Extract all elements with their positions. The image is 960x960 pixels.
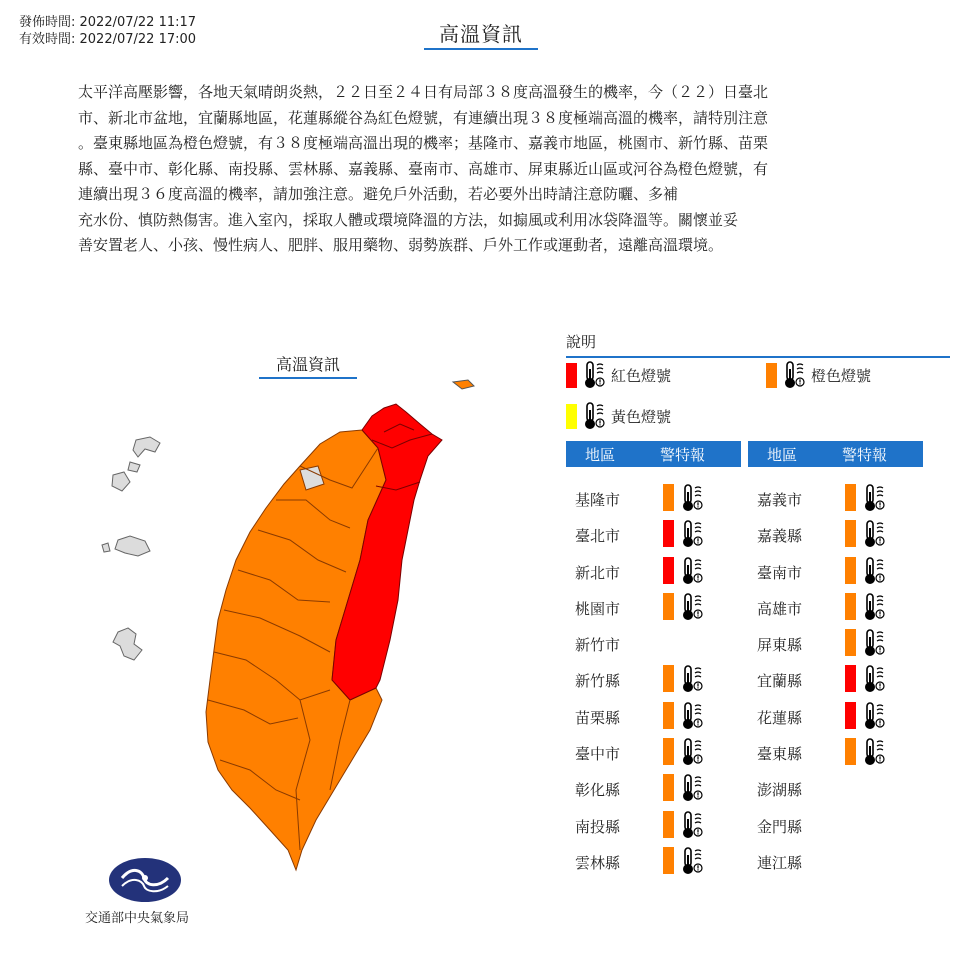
red-swatch <box>566 363 577 388</box>
table-header-right <box>748 441 923 467</box>
orange-swatch <box>845 629 856 656</box>
red-swatch <box>845 665 856 692</box>
orange-swatch <box>663 593 674 620</box>
thermometer-icon <box>681 664 705 694</box>
table-row <box>757 517 937 553</box>
orange-swatch <box>663 702 674 729</box>
table-right <box>757 481 937 880</box>
orange-swatch <box>663 738 674 765</box>
orange-swatch <box>845 738 856 765</box>
orange-swatch <box>663 847 674 874</box>
table-row <box>575 735 755 771</box>
table-row <box>575 662 755 698</box>
red-swatch <box>663 557 674 584</box>
orange-swatch <box>845 484 856 511</box>
region-name: 新竹縣 <box>575 672 621 691</box>
thermometer-icon <box>863 483 887 513</box>
region-name: 臺北市 <box>575 527 621 546</box>
region-name: 基隆市 <box>575 491 621 509</box>
thermometer-icon <box>681 483 705 513</box>
thermometer-icon <box>863 628 887 658</box>
region-name: 金門縣 <box>757 817 803 836</box>
col-warning-header: 警特報 <box>660 445 706 464</box>
thermometer-icon <box>681 556 705 586</box>
col-warning-header: 警特報 <box>842 445 888 464</box>
thermometer-icon <box>863 664 887 694</box>
table-row <box>757 808 937 844</box>
table-row <box>757 626 937 662</box>
col-region-header: 地區 <box>767 445 798 464</box>
table-row <box>575 590 755 626</box>
orange-swatch <box>845 557 856 584</box>
island-shape <box>113 628 142 660</box>
thermometer-icon <box>863 737 887 767</box>
region-name: 臺中市 <box>575 745 621 764</box>
legend-orange-label: 橙色燈號 <box>811 366 872 385</box>
thermometer-icon <box>681 737 705 767</box>
region-name: 嘉義市 <box>757 491 803 509</box>
turtle-island <box>453 380 474 389</box>
table-row <box>575 517 755 553</box>
island-shape <box>128 462 140 472</box>
description-line: 連續出現３６度高溫的機率，請加強注意。避免戶外活動，若必要外出時請注意防曬、多補 <box>78 185 679 203</box>
valid-time: 有效時間: 2022/07/22 17:00 <box>19 32 197 47</box>
col-region-header: 地區 <box>585 445 616 464</box>
description-line: 善安置老人、小孩、慢性病人、肥胖、服用藥物、弱勢族群、戶外工作或運動者，遠離高溫環境。 <box>78 236 724 254</box>
legend-red-label: 紅色燈號 <box>611 366 672 385</box>
taiwan-map <box>0 360 560 920</box>
table-row <box>575 808 755 844</box>
thermometer-icon <box>863 701 887 731</box>
legend-title: 說明 <box>566 331 950 358</box>
orange-swatch <box>845 520 856 547</box>
table-row <box>575 481 755 517</box>
legend-red <box>566 360 671 390</box>
thermometer-icon <box>681 846 705 876</box>
table-row <box>575 626 755 662</box>
issue-time: 發佈時間: 2022/07/22 11:17 <box>19 15 197 30</box>
island-shape <box>115 536 150 556</box>
thermometer-icon <box>681 519 705 549</box>
table-row <box>757 844 937 880</box>
orange-swatch <box>663 484 674 511</box>
table-row <box>575 699 755 735</box>
thermometer-icon <box>863 592 887 622</box>
region-name: 臺東縣 <box>757 745 803 764</box>
table-row <box>757 771 937 807</box>
region-name: 屏東縣 <box>757 636 803 655</box>
yellow-swatch <box>566 404 577 429</box>
description <box>78 80 878 259</box>
description-line: 縣、臺中市、彰化縣、南投縣、雲林縣、嘉義縣、臺南市、高雄市、屏東縣近山區或河谷為橙色燈號，有 <box>78 159 769 178</box>
thermometer-icon <box>681 810 705 840</box>
region-name: 新竹市 <box>575 636 621 655</box>
thermometer-icon <box>863 556 887 586</box>
description-line: 太平洋高壓影響，各地天氣晴朗炎熱，２２日至２４日有局部３８度高溫發生的機率，今（２２）日臺北 <box>78 83 769 101</box>
thermometer-icon <box>681 773 705 803</box>
legend-yellow <box>566 401 671 431</box>
table-row <box>757 481 937 517</box>
region-name: 澎湖縣 <box>757 781 803 800</box>
region-name: 臺南市 <box>757 563 803 582</box>
orange-swatch <box>663 774 674 801</box>
region-name: 嘉義縣 <box>757 527 803 546</box>
region-name: 苗栗縣 <box>575 708 621 727</box>
region-name: 高雄市 <box>757 599 803 618</box>
thermometer-icon <box>583 401 607 431</box>
map-title: 高溫資訊 <box>259 352 357 379</box>
issue-info <box>19 14 196 48</box>
orange-swatch <box>766 363 777 388</box>
description-line: 。臺東縣地區為橙色燈號，有３８度極端高溫出現的機率；基隆市、嘉義市地區，桃園市、新竹縣、苗栗 <box>78 134 769 152</box>
thermometer-icon <box>583 360 607 390</box>
table-row <box>575 554 755 590</box>
table-row <box>757 662 937 698</box>
legend-orange <box>766 360 871 390</box>
region-name: 宜蘭縣 <box>757 672 803 691</box>
table-left <box>575 481 755 880</box>
island-shape <box>133 437 160 457</box>
description-line: 市、新北市盆地，宜蘭縣地區，花蓮縣縱谷為紅色燈號，有連續出現３８度極端高溫的機率，請特別注意 <box>78 108 769 127</box>
description-line: 充水份、慎防熱傷害。進入室內，採取人體或環境降溫的方法，如搧風或利用冰袋降溫等。關懷並妥 <box>78 210 739 229</box>
region-name: 新北市 <box>575 563 621 582</box>
table-row <box>757 554 937 590</box>
region-name: 桃園市 <box>575 599 621 618</box>
table-row <box>757 699 937 735</box>
table-row <box>575 844 755 880</box>
legend-yellow-label: 黃色燈號 <box>611 407 672 426</box>
thermometer-icon <box>681 701 705 731</box>
thermometer-icon <box>863 519 887 549</box>
island-shape <box>102 543 110 552</box>
table-row <box>757 590 937 626</box>
region-name: 雲林縣 <box>575 853 621 872</box>
island-shape <box>112 472 130 491</box>
region-name: 彰化縣 <box>575 781 621 800</box>
thermometer-icon <box>681 592 705 622</box>
red-swatch <box>845 702 856 729</box>
region-name: 南投縣 <box>575 817 621 836</box>
table-header-left <box>566 441 741 467</box>
thermometer-icon <box>783 360 807 390</box>
red-swatch <box>663 520 674 547</box>
outlying-islands <box>102 437 160 660</box>
cwb-logo-icon <box>108 856 182 908</box>
table-row <box>757 735 937 771</box>
orange-swatch <box>663 811 674 838</box>
region-name: 連江縣 <box>757 853 803 872</box>
table-row <box>575 771 755 807</box>
page-title: 高溫資訊 <box>424 18 538 50</box>
orange-swatch <box>663 665 674 692</box>
orange-swatch <box>845 593 856 620</box>
region-name: 花蓮縣 <box>757 708 803 727</box>
agency-name: 交通部中央氣象局 <box>85 911 190 926</box>
